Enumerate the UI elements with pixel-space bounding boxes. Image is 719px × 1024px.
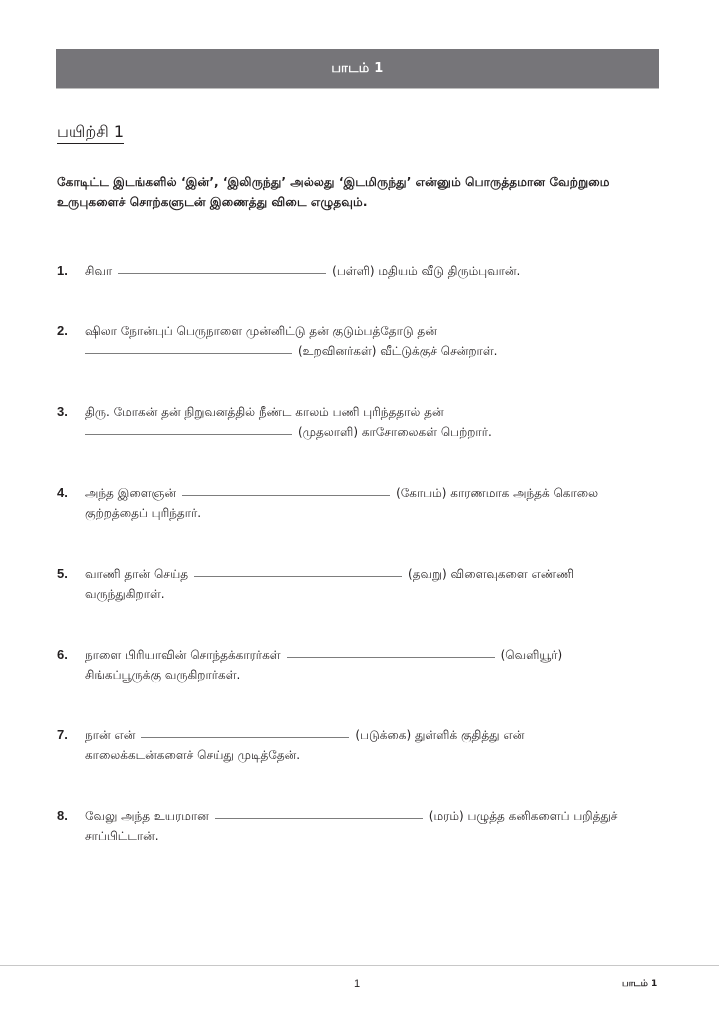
lesson-header-bar [56, 49, 659, 89]
question-3 [57, 402, 662, 442]
question-8 [57, 806, 662, 846]
question-6 [57, 645, 662, 685]
footer-lesson-label: பாடம் 1 [622, 979, 658, 989]
question-4 [57, 483, 662, 523]
question-continuation: வருந்துகிறாள். [85, 587, 165, 601]
question-hint: (உறவினர்கள்) வீட்டுக்குச் சென்றாள். [298, 344, 498, 358]
answer-blank[interactable] [118, 273, 326, 274]
question-7 [57, 725, 662, 765]
question-text: சிவா [85, 264, 113, 278]
question-number: 1. [57, 263, 68, 278]
question-continuation: சாப்பிட்டான். [85, 829, 159, 843]
footer-divider [0, 965, 719, 966]
question-continuation: சிங்கப்பூருக்கு வருகிறார்கள். [85, 668, 241, 682]
question-number: 6. [57, 647, 68, 662]
question-continuation: குற்றத்தைப் புரிந்தார். [85, 506, 202, 520]
question-text: நாளை பிரியாவின் சொந்தக்காரர்கள் [85, 648, 281, 662]
question-text: நான் என் [85, 728, 136, 742]
question-1 [57, 261, 662, 281]
question-number: 7. [57, 727, 68, 742]
exercise-title: பயிற்சி 1 [57, 122, 124, 144]
question-2 [57, 321, 662, 361]
question-continuation: காலைக்கடன்களைச் செய்து முடித்தேன். [85, 748, 301, 762]
question-text: வாணி தான் செய்த [85, 567, 189, 581]
question-hint: (வெளியூர்) [500, 648, 563, 662]
question-hint: (முதலாளி) காசோலைகள் பெற்றார். [298, 425, 492, 439]
answer-blank[interactable] [85, 353, 292, 354]
question-hint: (படுக்கை) துள்ளிக் குதித்து என் [355, 728, 525, 742]
question-text: திரு. மோகன் தன் நிறுவனத்தில் நீண்ட காலம் பணி புரிந்ததால் தன் [85, 405, 444, 419]
lesson-title: பாடம் 1 [331, 60, 384, 76]
question-number: 3. [57, 404, 68, 419]
question-5 [57, 564, 662, 604]
answer-blank[interactable] [85, 434, 292, 435]
question-text: ஷிலா நோன்புப் பெருநாளை முன்னிட்டு தன் குடும்பத்தோடு தன் [85, 324, 437, 338]
question-hint: (தவறு) விளைவுகளை எண்ணி [408, 567, 575, 581]
answer-blank[interactable] [194, 576, 402, 577]
question-number: 5. [57, 566, 68, 581]
question-number: 8. [57, 808, 68, 823]
answer-blank[interactable] [182, 495, 390, 496]
question-hint: (கோபம்) காரணமாக அந்தக் கொலை [396, 486, 599, 500]
question-text: அந்த இளைஞன் [85, 486, 177, 500]
answer-blank[interactable] [141, 737, 349, 738]
answer-blank[interactable] [287, 657, 495, 658]
question-number: 2. [57, 323, 68, 338]
question-hint: (மரம்) பழுத்த கனிகளைப் பறித்துச் [428, 809, 618, 823]
exercise-instructions: கோடிட்ட இடங்களில் ‘இன்’, ‘இலிருந்து’ அல்லது ‘இடமிருந்து’ என்னும் பொருத்தமான வேற்றுமை உருபுகளைச் சொற்களுடன் இணைத்து விடை எழுதவும். [57, 175, 610, 209]
page-number: 1 [354, 978, 361, 990]
question-text: வேலு அந்த உயரமான [85, 809, 209, 823]
answer-blank[interactable] [215, 818, 423, 819]
question-hint: (பள்ளி) மதியம் வீடு திரும்புவான். [332, 264, 521, 278]
question-number: 4. [57, 485, 68, 500]
